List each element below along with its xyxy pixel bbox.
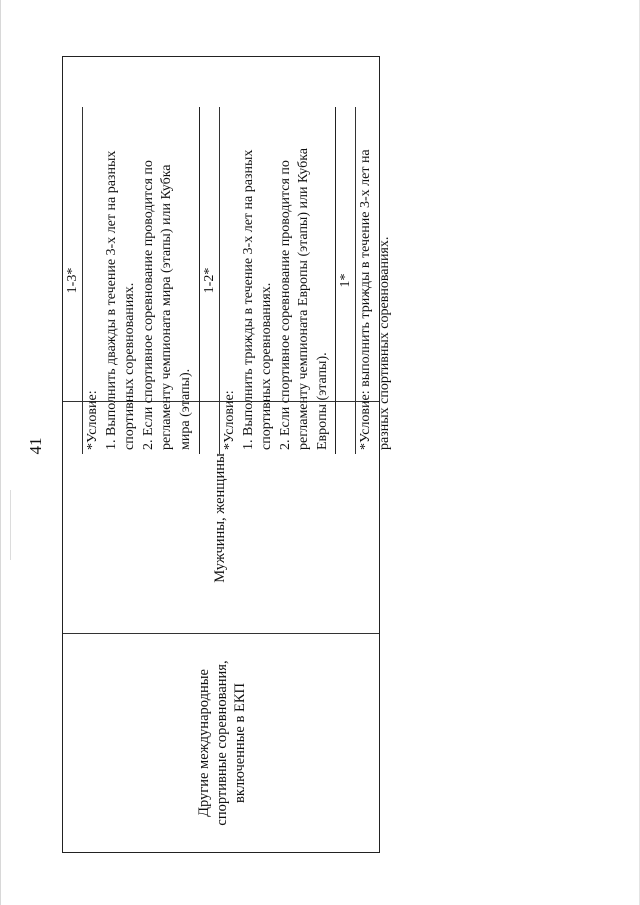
condition-cell-1 <box>83 107 195 454</box>
condition-cell-3 <box>356 107 394 454</box>
place-cell-1: 1-3* <box>63 107 83 454</box>
event-name-line: включенные в ЕКП <box>232 683 248 803</box>
place-cell-3: 1* <box>336 107 356 454</box>
page-number: 41 <box>26 437 45 455</box>
condition-line: спортивных соревнованиях. <box>259 282 274 450</box>
qualification-table <box>62 56 392 853</box>
condition-line: *Условие: <box>222 390 237 450</box>
place-cell-2: 1-2* <box>200 107 220 454</box>
condition-line: 1. Выполнить дважды в течение 3-х лет на разных <box>103 150 119 450</box>
condition-line: мира (этапы). <box>177 368 193 450</box>
condition-cell-2 <box>220 107 332 454</box>
condition-line: разных спортивных соревнованиях. <box>376 236 392 450</box>
condition-line: регламенту чемпионата Европы (этапы) или Кубка <box>296 148 311 450</box>
condition-line: *Условие: выполнить трижды в течение 3-х лет на <box>358 149 373 450</box>
condition-line: 2. Если спортивное соревнование проводится по <box>140 160 156 450</box>
event-name-cell <box>63 634 381 852</box>
condition-line: 1. Выполнить трижды в течение 3-х лет на разных <box>240 149 256 450</box>
condition-line: *Условие: <box>85 390 100 450</box>
event-name-line: Другие международные <box>196 669 212 817</box>
condition-line: Европы (этапы). <box>314 352 330 450</box>
event-name-line: спортивные соревнования, <box>214 660 230 826</box>
gender-group-cell: Мужчины, женщины <box>211 453 228 583</box>
condition-line: регламенту чемпионата мира (этапы) или Кубка <box>159 164 174 450</box>
condition-line: спортивных соревнованиях. <box>122 282 137 450</box>
condition-line: 2. Если спортивное соревнование проводится по <box>277 160 293 450</box>
